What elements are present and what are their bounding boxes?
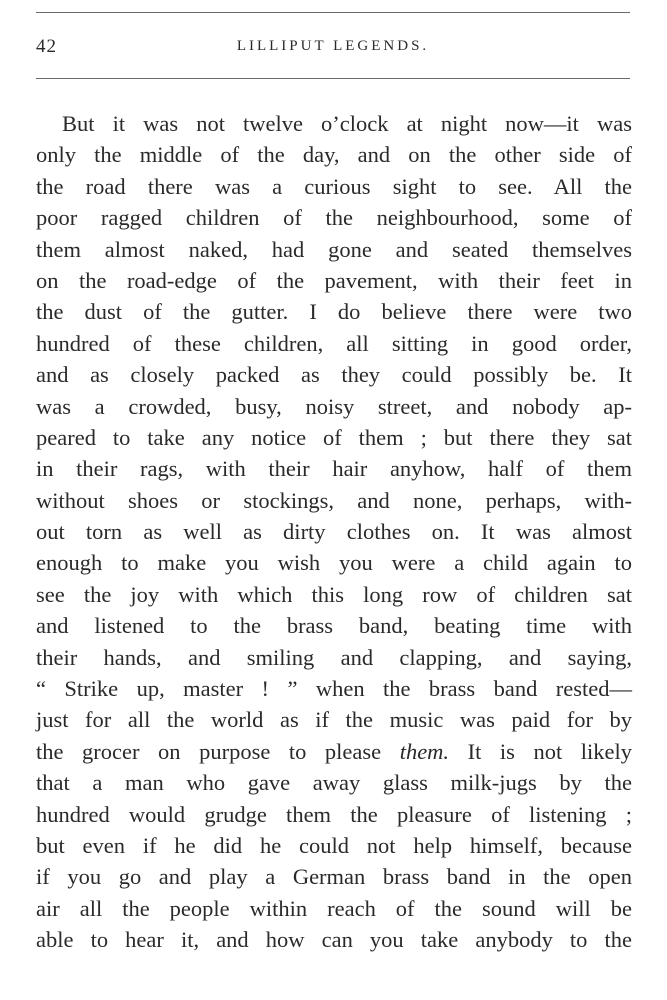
text-line: was a crowded, busy, noisy street, and nobody ap- xyxy=(36,393,632,419)
text-line: on the road-edge of the pavement, with their feet in xyxy=(36,267,632,293)
page-number: 42 xyxy=(36,36,57,57)
text-line: enough to make you wish you were a child again to xyxy=(36,550,632,576)
text-line: and as closely packed as they could possibly be. It xyxy=(36,362,632,388)
text-segment: the grocer on purpose to please xyxy=(36,738,400,764)
text-line: “ Strike up, master ! ” when the brass band rested— xyxy=(36,676,632,702)
text-line: the dust of the gutter. I do believe there were two xyxy=(36,299,632,325)
text-line: just for all the world as if the music was paid for by xyxy=(36,707,632,733)
body-paragraph xyxy=(36,108,632,956)
text-line: if you go and play a German brass band in the open xyxy=(36,864,632,890)
text-line: them almost naked, had gone and seated themselves xyxy=(36,236,632,262)
text-line: their hands, and smiling and clapping, and saying, xyxy=(36,644,632,670)
text-line: without shoes or stockings, and none, perhaps, with- xyxy=(36,487,632,513)
emphasized-word: them. xyxy=(399,738,450,764)
text-line: see the joy with which this long row of children sat xyxy=(36,581,632,607)
text-line: in their rags, with their hair anyhow, half of them xyxy=(36,456,632,482)
text-line: and listened to the brass band, beating time with xyxy=(36,613,632,639)
header-bottom-rule xyxy=(36,78,630,79)
text-line: the road there was a curious sight to see. All the xyxy=(36,173,632,199)
text-line: air all the people within reach of the sound will be xyxy=(36,895,632,921)
text-line: but even if he did he could not help himself, because xyxy=(36,832,632,858)
text-line: hundred of these children, all sitting in good order, xyxy=(36,330,632,356)
text-line: But it was not twelve o’clock at night now—it was xyxy=(62,111,632,136)
text-line: only the middle of the day, and on the other side of xyxy=(36,142,632,168)
text-line: poor ragged children of the neighbourhood, some of xyxy=(36,205,632,231)
text-line: out torn as well as dirty clothes on. It was almost xyxy=(36,519,632,545)
header-top-rule xyxy=(36,12,630,13)
text-segment: It is not likely xyxy=(449,738,632,764)
running-title: LILLIPUT LEGENDS. xyxy=(236,38,430,54)
text-line-with-emphasis xyxy=(36,736,632,767)
text-line: hundred would grudge them the pleasure of listening ; xyxy=(36,801,632,827)
text-line: able to hear it, and how can you take anybody to the xyxy=(36,927,632,953)
text-line: peared to take any notice of them ; but there they sat xyxy=(36,424,632,450)
running-header xyxy=(36,36,630,62)
text-line: that a man who gave away glass milk-jugs by the xyxy=(36,770,632,796)
